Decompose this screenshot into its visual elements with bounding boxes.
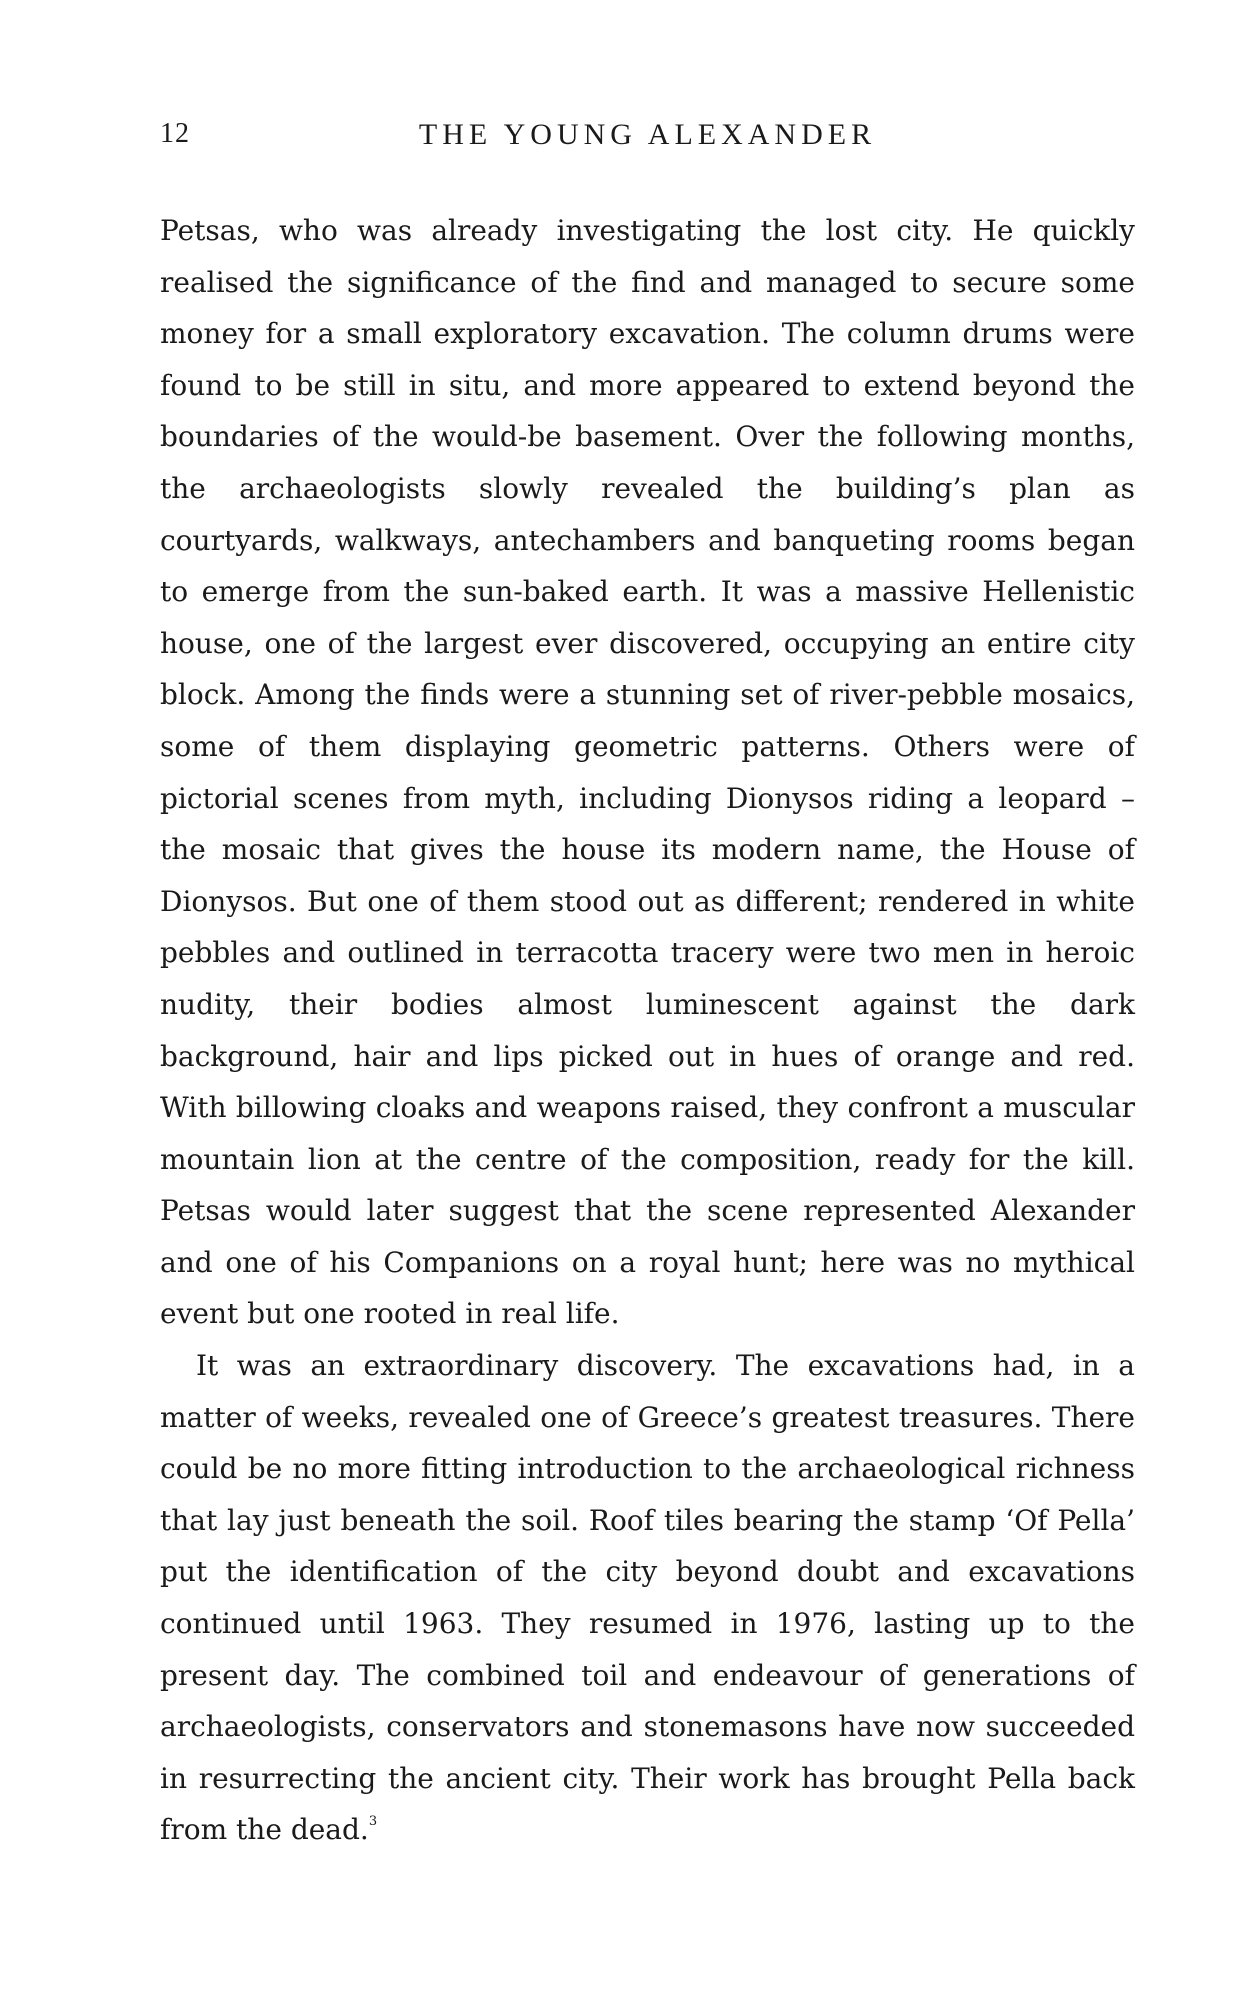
paragraph-1-text: Petsas, who was already investigating the lost city. He quickly realised the significance of the find and managed to secure some money for a small exploratory excavation. The column drums were found to be still in situ, and more appeared to extend beyond the boundaries of the would-be basement. Over the following months, the archaeologists slowly revealed the building’s plan as courtyards, walkways, antechambers and banqueting rooms began to emerge from the sun-baked earth. It was a massive Hellenistic house, one of the largest ever discovered, occupying an entire city block. Among the finds were a stunning set of river-pebble mosaics, some of them displaying geometric patterns. Others were of pictorial scenes from myth, including Dionysos riding a leopard – the mosaic that gives the house its modern name, the House of Dionysos. But one of them stood out as different; rendered in white pebbles and outlined in terracotta tracery were two men in heroic nudity, their bodies almost luminescent against the dark background, hair and lips picked out in hues of orange and red. With billowing cloaks and weapons raised, they confront a muscular mountain lion at the centre of the composition, ready for the kill. Petsas would later suggest that the scene represented Alexander and one of his Companions on a royal hunt; here was no mythical event but one rooted in real life.	[160, 214, 1135, 1331]
paragraph-2	[160, 1340, 1135, 1856]
body-text	[160, 205, 1135, 1856]
page-number: 12	[160, 118, 190, 149]
book-title: THE YOUNG ALEXANDER	[418, 118, 877, 151]
footnote-marker[interactable]: 3	[368, 1814, 378, 1830]
running-head	[160, 118, 1135, 158]
paragraph-1	[160, 205, 1135, 1340]
paragraph-2-text: It was an extraordinary discovery. The excavations had, in a matter of weeks, revealed one of Greece’s greatest treasures. There could be no more fitting introduction to the archaeological richness that lay just beneath the soil. Roof tiles bearing the stamp ‘Of Pella’ put the identification of the city beyond doubt and excavations continued until 1963. They resumed in 1976, lasting up to the present day. The combined toil and endeavour of generations of archaeologists, conservators and stonemasons have now succeeded in resurrecting the ancient city. Their work has brought Pella back from the dead.	[160, 1349, 1135, 1847]
